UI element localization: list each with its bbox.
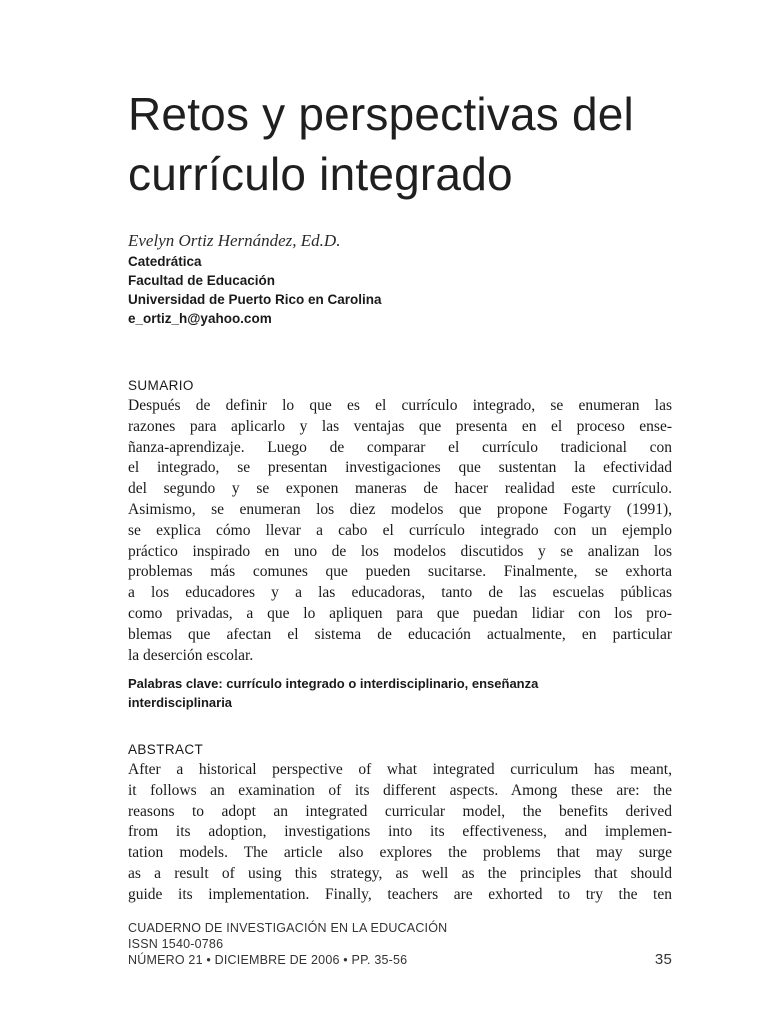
sumario-line: el integrado, se presentan investigaciones que sustentan la efectividad xyxy=(128,459,672,477)
sumario-line: a los educadores y a las educadoras, tanto de las escuelas públicas xyxy=(128,584,672,602)
sumario-line: blemas que afectan el sistema de educación actualmente, en particular xyxy=(128,625,672,643)
abstract-line: as a result of using this strategy, as well as the principles that should xyxy=(128,864,672,882)
abstract-line: tation models. The article also explores the problems that may surge xyxy=(128,844,672,862)
author-faculty: Facultad de Educación xyxy=(128,273,276,288)
abstract-line: it follows an examination of its different aspects. Among these are: the xyxy=(128,781,672,799)
title-line: Retos y perspectivas del xyxy=(128,88,634,140)
sumario-line: razones para aplicarlo y las ventajas que presenta en el proceso ense- xyxy=(128,417,672,435)
author-block xyxy=(128,230,688,328)
article-title xyxy=(128,84,708,204)
author-university: Universidad de Puerto Rico en Carolina xyxy=(128,292,382,307)
abstract-line: After a historical perspective of what integrated curriculum has meant, xyxy=(128,761,672,778)
author-email[interactable]: e_ortiz_h@yahoo.com xyxy=(128,311,272,326)
abstract-heading: ABSTRACT xyxy=(128,742,204,757)
sumario-line: como privadas, a que lo apliquen para que puedan lidiar con los pro- xyxy=(128,604,672,622)
journal-issn: ISSN 1540-0786 xyxy=(128,937,224,951)
keywords-line: Palabras clave: currículo integrado o interdisciplinario, enseñanza xyxy=(128,676,539,691)
keywords-line: interdisciplinaria xyxy=(128,695,233,710)
sumario-section xyxy=(128,376,672,666)
sumario-line: práctico inspirado en uno de los modelos discutidos y se analizan los xyxy=(128,542,672,560)
sumario-body xyxy=(128,396,672,666)
footer-issue-row xyxy=(128,952,672,968)
author-name: Evelyn Ortiz Hernández, Ed.D. xyxy=(128,231,341,250)
journal-name: CUADERNO DE INVESTIGACIÓN EN LA EDUCACIÓN xyxy=(128,921,448,935)
sumario-line: Asimismo, se enumeran los diez modelos que propone Fogarty (1991), xyxy=(128,500,672,518)
abstract-line: reasons to adopt an integrated curricular model, the benefits derived xyxy=(128,802,672,820)
abstract-line: guide its implementation. Finally, teachers are exhorted to try the ten xyxy=(128,885,672,903)
sumario-line: la deserción escolar. xyxy=(128,646,254,664)
page-number: 35 xyxy=(654,951,672,968)
sumario-line: del segundo y se exponen maneras de hacer realidad este currículo. xyxy=(128,480,672,498)
abstract-line: from its adoption, investigations into its effectiveness, and implemen- xyxy=(128,823,672,841)
sumario-line: se explica cómo llevar a cabo el currículo integrado con un ejemplo xyxy=(128,521,672,539)
page-footer xyxy=(128,920,672,968)
journal-issue: NÚMERO 21 • DICIEMBRE DE 2006 • PP. 35-56 xyxy=(128,953,408,967)
abstract-section xyxy=(128,740,672,906)
title-line: currículo integrado xyxy=(128,148,513,200)
author-position: Catedrática xyxy=(128,254,202,269)
keywords xyxy=(128,674,672,712)
sumario-line: problemas más comunes que pueden sucitarse. Finalmente, se exhorta xyxy=(128,563,672,581)
sumario-line: Después de definir lo que es el currículo integrado, se enumeran las xyxy=(128,397,672,414)
sumario-line: ñanza-aprendizaje. Luego de comparar el currículo tradicional con xyxy=(128,438,672,456)
abstract-body xyxy=(128,760,672,906)
sumario-heading: SUMARIO xyxy=(128,378,194,393)
